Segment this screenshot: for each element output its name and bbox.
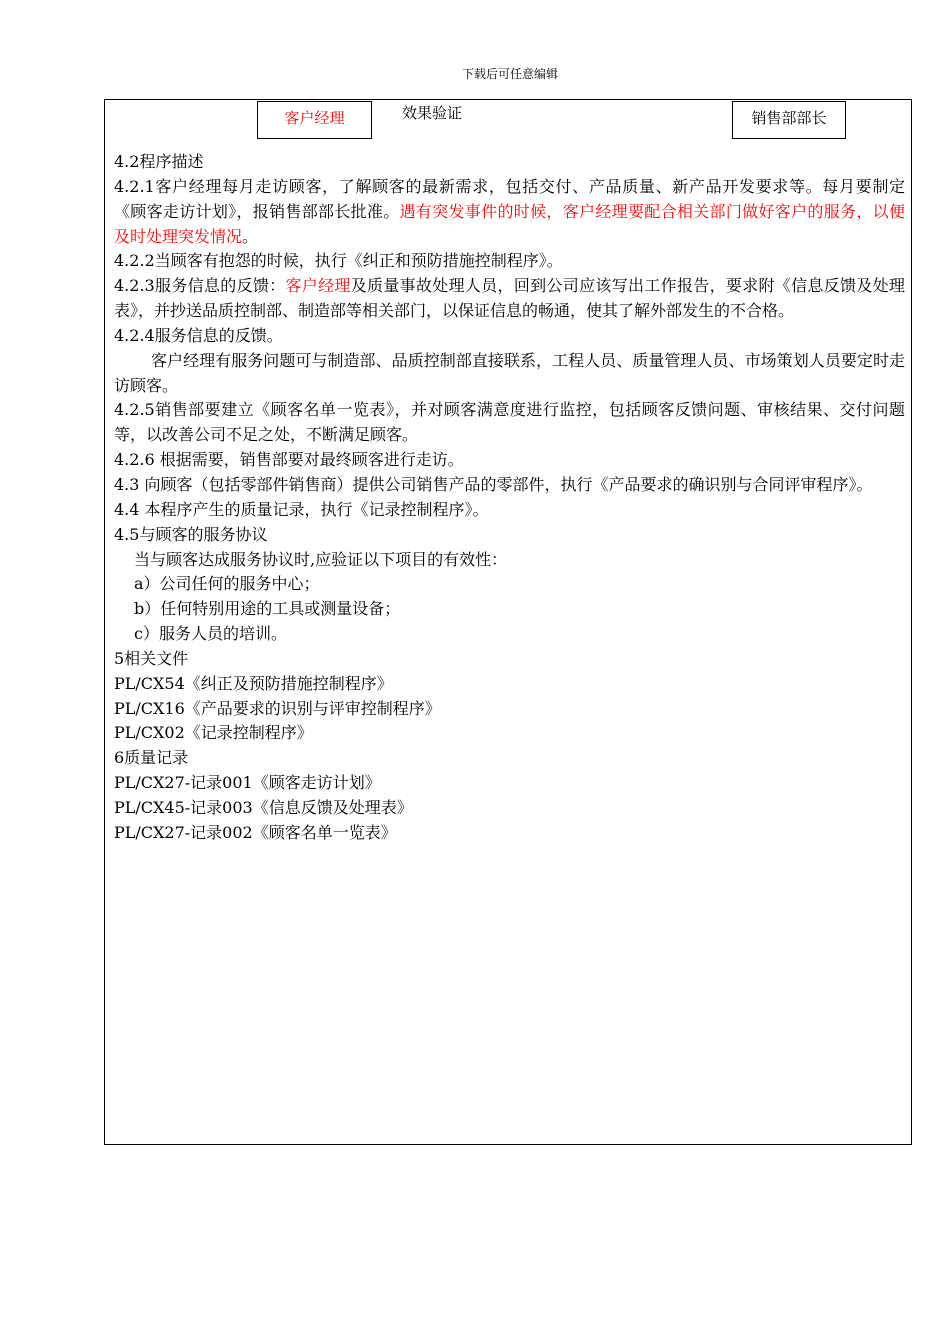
section-4-2-2: 4.2.2当顾客有抱怨的时候，执行《纠正和预防措施控制程序》。 (114, 251, 563, 271)
quality-record-item: PL/CX27-记录001《顾客走访计划》 (114, 773, 381, 793)
section-4-2-6: 4.2.6 根据需要，销售部要对最终顾客进行走访。 (114, 450, 464, 470)
section-4-2-title: 4.2程序描述 (114, 152, 204, 171)
section-4-2-3 (114, 274, 905, 324)
section-4-2-3-highlight: 客户经理 (285, 276, 351, 296)
related-document-item: PL/CX16《产品要求的识别与评审控制程序》 (114, 698, 441, 718)
document-frame (104, 99, 912, 1145)
section-4-4: 4.4 本程序产生的质量记录，执行《记录控制程序》。 (114, 499, 489, 519)
quality-record-item: PL/CX27-记录002《顾客名单一览表》 (114, 822, 397, 842)
quality-record-item: PL/CX45-记录003《信息反馈及处理表》 (114, 797, 413, 817)
section-4-2-1-end: 。 (242, 226, 259, 246)
section-4-2-1-text: 4.2.1客户经理每月走访顾客，了解顾客的最新需求，包括交付、产品质量、新产品开发要求等。每月要制定《顾客走访计划》，报销售部部长批准。 (114, 176, 905, 221)
flow-label-effect-verification: 效果验证 (402, 104, 463, 122)
flow-box-sales-head: 销售部部长 (732, 101, 846, 139)
section-5-title: 5相关文件 (114, 648, 189, 668)
section-4-5-item: a）公司任何的服务中心； (134, 574, 320, 594)
section-4-2-1 (114, 175, 905, 250)
section-4-3: 4.3 向顾客（包括零部件销售商）提供公司销售产品的零部件，执行《产品要求的确识别与合同评审程序》。 (114, 474, 873, 494)
section-4-2-1-highlight: 遇有突发事件的时候，客户经理要配合相关部门做好客户的服务，以便及时处理突发情况 (114, 201, 905, 246)
section-4-5-item: b）任何特别用途的工具或测量设备； (134, 599, 401, 619)
page-header-note: 下载后可任意编辑 (461, 67, 558, 81)
procedure-body (114, 150, 905, 846)
section-4-2-3-text: 及质量事故处理人员，回到公司应该写出工作报告，要求附《信息反馈及处理表》，并抄送品质控制部、制造部等相关部门，以保证信息的畅通，使其了解外部发生的不合格。 (114, 276, 905, 321)
section-4-5-item: c）服务人员的培训。 (134, 624, 287, 644)
section-4-2-3-lead: 4.2.3服务信息的反馈： (114, 276, 286, 296)
section-6-title: 6质量记录 (114, 748, 189, 768)
section-4-5-title: 4.5与顾客的服务协议 (114, 524, 268, 544)
flow-box-customer-manager: 客户经理 (257, 101, 372, 139)
section-4-5-intro: 当与顾客达成服务协议时,应验证以下项目的有效性： (134, 549, 508, 569)
section-4-2-4-title: 4.2.4服务信息的反馈。 (114, 325, 283, 345)
related-document-item: PL/CX54《纠正及预防措施控制程序》 (114, 673, 393, 693)
section-4-2-4-body: 客户经理有服务问题可与制造部、品质控制部直接联系，工程人员、质量管理人员、市场策划人员要定时走访顾客。 (114, 350, 905, 395)
section-4-2-5: 4.2.5销售部要建立《顾客名单一览表》，并对顾客满意度进行监控，包括顾客反馈问题、审核结果、交付问题等，以改善公司不足之处，不断满足顾客。 (114, 400, 905, 445)
related-document-item: PL/CX02《记录控制程序》 (114, 723, 313, 743)
